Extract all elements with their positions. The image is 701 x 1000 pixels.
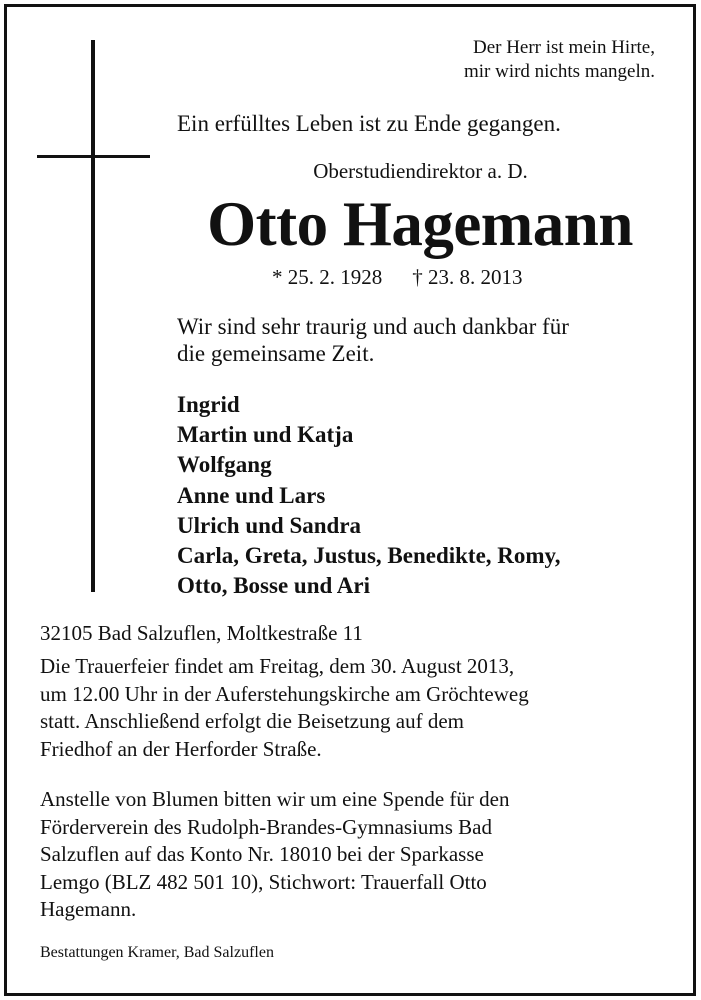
ceremony-line: Die Trauerfeier findet am Freitag, dem 30. August 2013, bbox=[40, 654, 515, 678]
family-line: Wolfgang bbox=[177, 452, 272, 478]
donation-line: Salzuflen auf das Konto Nr. 18010 bei der Sparkasse bbox=[40, 842, 484, 866]
undertaker-credit: Bestattungen Kramer, Bad Salzuflen bbox=[40, 944, 274, 961]
ceremony-paragraph bbox=[40, 653, 529, 763]
death-date: † 23. 8. 2013 bbox=[412, 265, 523, 289]
family-list bbox=[177, 390, 561, 601]
deceased-name: Otto Hagemann bbox=[207, 189, 633, 259]
family-line: Carla, Greta, Justus, Benedikte, Romy, bbox=[177, 543, 561, 569]
ceremony-line: um 12.00 Uhr in der Auferstehungskirche am Gröchteweg bbox=[40, 681, 529, 706]
donation-paragraph bbox=[40, 786, 510, 924]
donation-line: Anstelle von Blumen bitten wir um eine Spende für den bbox=[40, 787, 510, 811]
birth-date: * 25. 2. 1928 bbox=[272, 265, 383, 289]
thanks-text bbox=[177, 313, 569, 367]
thanks-line: die gemeinsame Zeit. bbox=[177, 341, 375, 366]
family-line: Ingrid bbox=[177, 392, 240, 417]
life-dates bbox=[272, 264, 523, 290]
cross-icon bbox=[91, 40, 95, 592]
ceremony-line: statt. Anschließend erfolgt die Beisetzung auf dem bbox=[40, 709, 464, 733]
psalm-line: Der Herr ist mein Hirte, bbox=[472, 37, 655, 58]
family-line: Martin und Katja bbox=[177, 422, 354, 448]
family-address: 32105 Bad Salzuflen, Moltkestraße 11 bbox=[40, 621, 363, 645]
deceased-title: Oberstudiendirektor a. D. bbox=[313, 159, 528, 183]
thanks-line: Wir sind sehr traurig und auch dankbar für bbox=[177, 314, 569, 339]
ceremony-line: Friedhof an der Herforder Straße. bbox=[40, 736, 322, 761]
family-line: Otto, Bosse und Ari bbox=[177, 573, 370, 599]
family-line: Anne und Lars bbox=[177, 482, 326, 508]
intro-text: Ein erfülltes Leben ist zu Ende gegangen. bbox=[177, 111, 561, 136]
donation-line: Hagemann. bbox=[40, 897, 137, 921]
psalm-line: mir wird nichts mangeln. bbox=[463, 61, 655, 82]
donation-line: Förderverein des Rudolph-Brandes-Gymnasiums Bad bbox=[40, 814, 493, 839]
cross-icon-crossbar bbox=[37, 155, 150, 158]
family-line: Ulrich und Sandra bbox=[177, 512, 362, 538]
psalm-quote bbox=[464, 36, 655, 84]
donation-line: Lemgo (BLZ 482 501 10), Stichwort: Trauerfall Otto bbox=[40, 869, 487, 894]
